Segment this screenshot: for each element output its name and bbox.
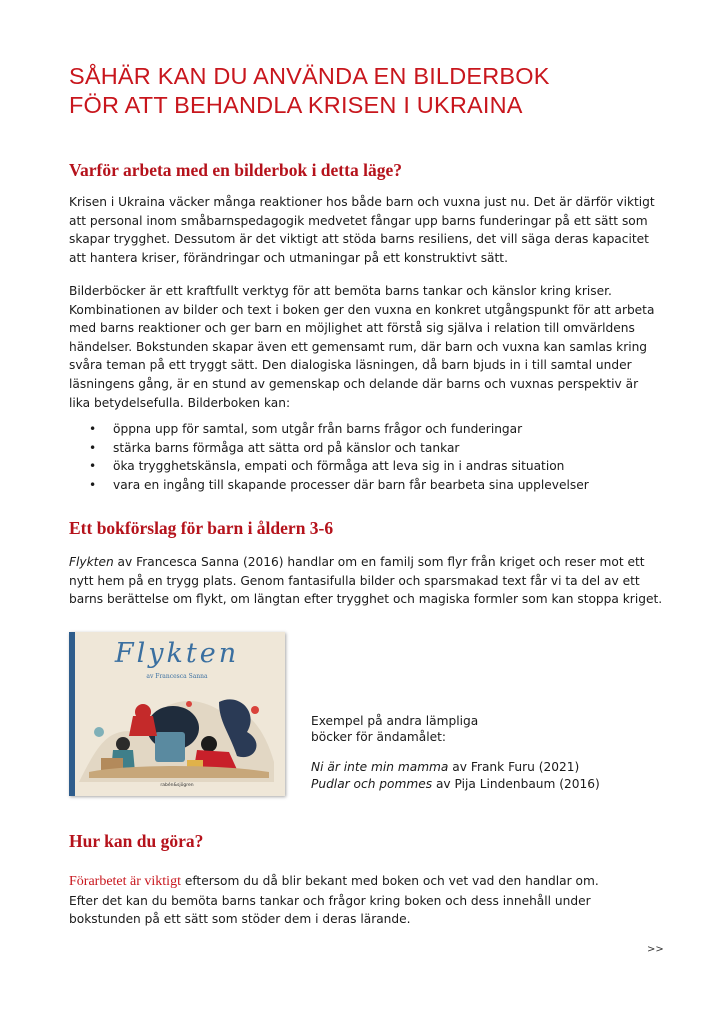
text-line: att personal inom småbarnspedagogik medvetet fångar upp barns funderingar på ett sätt som <box>69 213 648 228</box>
spacer <box>311 745 600 759</box>
section-heading-why: Varför arbeta med en bilderbok i detta läge? <box>69 160 402 180</box>
cover-author: av Francesca Sanna <box>146 673 208 680</box>
bullet-icon: • <box>89 459 97 474</box>
title-line-1: SÅHÄR KAN DU ANVÄNDA EN BILDERBOK <box>69 63 550 89</box>
book-description-paragraph <box>69 553 669 609</box>
text-line: barns berättelse om flykt, om längtan efter trygghet och magiska formler som kan stoppa kriget. <box>69 592 663 607</box>
text-line: Bilderböcker är ett kraftfullt verktyg för att bemöta barns tankar och känslor kring kriser. <box>69 284 612 298</box>
cover-title: Flykten <box>114 638 240 669</box>
list-item-text: vara en ingång till skapande processer där barn får bearbeta sina upplevelser <box>113 477 589 492</box>
text-line: läsningens gång, är en stund av gemenskap och delande där barns och vuxnas perspektiv är <box>69 376 639 391</box>
list-item-text: öka trygghetskänsla, empati och förmåga att leva sig in i andras situation <box>113 459 565 474</box>
list-item <box>86 420 589 439</box>
text-line <box>69 872 669 892</box>
text-fragment: av Francesca Sanna (2016) handlar om en familj som flyr från kriget och reser mot ett <box>113 555 645 569</box>
list-item-text: stärka barns förmåga att sätta ord på känslor och tankar <box>113 440 460 455</box>
section-heading-book-suggestion: Ett bokförslag för barn i åldern 3-6 <box>69 518 334 538</box>
title-line-2: FÖR ATT BEHANDLA KRISEN I UKRAINA <box>69 92 523 118</box>
text-line: nytt hem på en trygg plats. Genom fantasifulla bilder och sparsmakad text får vi ta del av ett <box>69 573 640 588</box>
section-heading-how: Hur kan du göra? <box>69 831 204 851</box>
picturebook-paragraph <box>69 282 669 412</box>
text-line: att hantera kriser, förändringar och utmaningar på ett konstruktivt sätt. <box>69 250 508 265</box>
examples-intro-line: böcker för ändamålet: <box>311 730 447 745</box>
example-book-author: av Pija Lindenbaum (2016) <box>432 776 600 791</box>
highlight-text: Förarbetet är viktigt <box>69 874 181 889</box>
text-line: skapar trygghet. Dessutom är det viktigt att stöda barns resiliens, det vill säga deras kapacitet <box>69 232 649 247</box>
other-books-list <box>311 713 600 792</box>
example-book-title: Ni är inte min mamma <box>311 760 449 775</box>
text-line: svåra teman på ett tryggt sätt. Den dialogiska läsningen, då barn bjuds in i till samtal under <box>69 358 632 373</box>
text-line: bokstunden på ett sätt som stöder dem i deras lärande. <box>69 912 411 927</box>
text-fragment: eftersom du då blir bekant med boken och vet vad den handlar om. <box>180 874 599 888</box>
example-book-author: av Frank Furu (2021) <box>448 760 580 775</box>
page-title <box>69 62 669 120</box>
cover-publisher-logo: rabén&sjögren <box>160 783 194 788</box>
next-page-indicator: >> <box>647 944 664 955</box>
text-line <box>69 553 669 572</box>
examples-intro-line: Exempel på andra lämpliga <box>311 714 479 728</box>
bullet-icon: • <box>89 440 97 455</box>
book-example <box>311 776 600 792</box>
text-line: Krisen i Ukraina väcker många reaktioner hos både barn och vuxna just nu. Det är därför viktigt <box>69 195 655 209</box>
list-item-text: öppna upp för samtal, som utgår från barns frågor och funderingar <box>113 422 523 436</box>
text-line: Efter det kan du bemöta barns tankar och frågor kring boken och dess innehåll under <box>69 893 591 908</box>
list-item <box>86 439 589 458</box>
bullet-icon: • <box>89 422 97 436</box>
example-book-title: Pudlar och pommes <box>311 776 433 791</box>
text-line: Kombinationen av bilder och text i boken ger den vuxna en konkret utgångspunkt för att arbeta <box>69 302 655 317</box>
list-item <box>86 457 589 476</box>
book-title: Flykten <box>69 555 114 569</box>
text-line: lika betydelsefulla. Bilderboken kan: <box>69 395 291 410</box>
book-example <box>311 759 600 775</box>
bullet-icon: • <box>89 477 97 492</box>
book-cover-image <box>69 632 285 796</box>
text-line: händelser. Bokstunden skapar även ett gemensamt rum, där barn och vuxna kan samlas kring <box>69 339 648 354</box>
text-line: med barns reaktioner och ger barn en möjlighet att förstå sig själva i relation till omvärldens <box>69 321 635 336</box>
intro-paragraph <box>69 193 669 267</box>
bullet-list <box>86 420 589 494</box>
list-item <box>86 476 589 495</box>
how-paragraph <box>69 872 669 929</box>
